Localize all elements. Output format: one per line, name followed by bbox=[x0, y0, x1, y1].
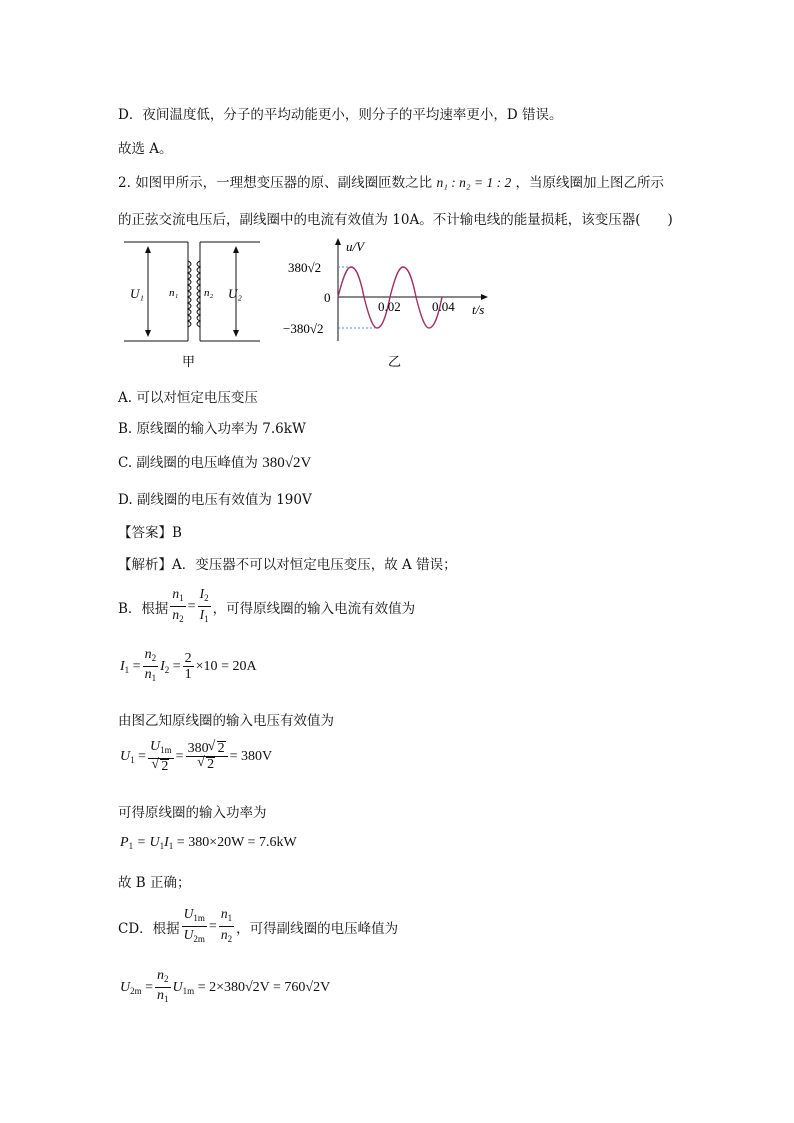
option-a: A. 可以对恒定电压变压 bbox=[118, 390, 258, 406]
turns-ratio: n₁ : n₂ = 1 : 2 bbox=[436, 175, 512, 190]
option-c-value: 380√2V bbox=[262, 455, 312, 471]
equation-u2m-result: = 2×380√2V = 760√2V bbox=[197, 979, 331, 995]
fraction-n1-n2: $\frac{n_1}{n_2}$ bbox=[172, 586, 184, 624]
analysis-a: 【解析】A．变压器不可以对恒定电压变压，故 A 错误； bbox=[118, 557, 457, 573]
option-b: B. 原线圈的输入功率为 7.6kW bbox=[118, 421, 306, 437]
question-text: 如图甲所示，一理想变压器的原、副线圈匝数之比 bbox=[135, 175, 433, 191]
answer: 【答案】B bbox=[118, 525, 182, 541]
power-note: 可得原线圈的输入功率为 bbox=[118, 805, 267, 821]
analysis-cd-line: CD．根据 $\frac{U_{1m}}{U_{2m}}$ = $\frac{n_1}{n_2}$ ，可得副线圈的电压峰值为 bbox=[118, 906, 398, 947]
x-axis-label: t/s bbox=[472, 302, 485, 317]
origin-label: 0 bbox=[324, 290, 331, 305]
analysis-b-line: B．根据 $\frac{n_1}{n_2}$ = $\frac{I_2}{I_1}$ ，可得原线圈的输入电流有效值为 bbox=[118, 586, 415, 627]
tick-label-002: 0.02 bbox=[378, 299, 401, 314]
figure-note: 由图乙知原线圈的输入电压有效值为 bbox=[118, 713, 334, 729]
transformer-figure bbox=[118, 236, 278, 376]
equation-u2m: $U_{2m}$ = $\frac{n_2}{n_1}$ $U_{1m}$ = 2×380√2V = 760√2V bbox=[120, 968, 331, 1004]
fraction-n1-n2-cd: $\frac{n_1}{n_2}$ bbox=[220, 906, 233, 944]
fraction-u1m-u2m: $\frac{U_{1m}}{U_{2m}}$ bbox=[183, 906, 205, 944]
analysis-cd-suffix: ，可得副线圈的电压峰值为 bbox=[236, 920, 399, 937]
prev-option-d: D．夜间温度低，分子的平均动能更小，则分子的平均速率更小，D 错误。 bbox=[118, 107, 563, 123]
question-text-cont: ，当原线圈加上图乙所示 bbox=[515, 175, 665, 191]
u1-label: U₁ bbox=[130, 286, 144, 301]
question-2-line2: 的正弦交流电压后，副线圈中的电流有效值为 10A。不计输电线的能量损耗，该变压器( ) bbox=[118, 212, 673, 228]
equation-p1: $P_1 = U_1I_1 = 380\times 20W = 7.6kW$ bbox=[120, 835, 297, 851]
select-a: 故选 A。 bbox=[118, 141, 173, 157]
equation-i1-result: = 20A bbox=[221, 658, 257, 674]
equation-i1: $I_1$ = $\frac{n_2}{n_1}$ $I_2$ = $\frac{2}{1}$ ×10 = 20A bbox=[120, 647, 257, 683]
n1-label: n₁ bbox=[169, 287, 179, 299]
equation-u1-result: = 380V bbox=[229, 748, 273, 764]
tick-label-004: 0.04 bbox=[432, 299, 455, 314]
question-number: 2. bbox=[118, 175, 131, 191]
analysis-b-suffix: ，可得原线圈的输入电流有效值为 bbox=[212, 600, 416, 617]
voltage-graph bbox=[280, 236, 500, 376]
figure-label-yi: 乙 bbox=[388, 355, 402, 370]
question-2-line1 bbox=[118, 171, 664, 191]
analysis-b-prefix: B．根据 bbox=[118, 600, 169, 617]
fraction-i2-i1: $\frac{I_2}{I_1}$ bbox=[199, 586, 209, 624]
y-axis-label: u/V bbox=[346, 239, 365, 254]
option-d: D. 副线圈的电压有效值为 190V bbox=[118, 492, 312, 508]
option-c-text: C. 副线圈的电压峰值为 bbox=[118, 455, 258, 471]
equation-p1-result: = 380×20W = 7.6kW bbox=[176, 835, 297, 850]
u2-label: U₂ bbox=[228, 286, 242, 301]
b-correct: 故 B 正确； bbox=[118, 875, 191, 891]
figure-label-jia: 甲 bbox=[182, 355, 196, 370]
y-max-label: 380√2 bbox=[288, 260, 322, 275]
y-min-label: −380√2 bbox=[283, 321, 324, 336]
equation-u1: $U_1$ = $U_{1m}$ √ 2 = 380√ 2 √ 2 = 380V bbox=[120, 739, 272, 774]
n2-label: n₂ bbox=[204, 287, 214, 299]
analysis-cd-prefix: CD．根据 bbox=[118, 920, 180, 937]
option-c bbox=[118, 451, 311, 472]
